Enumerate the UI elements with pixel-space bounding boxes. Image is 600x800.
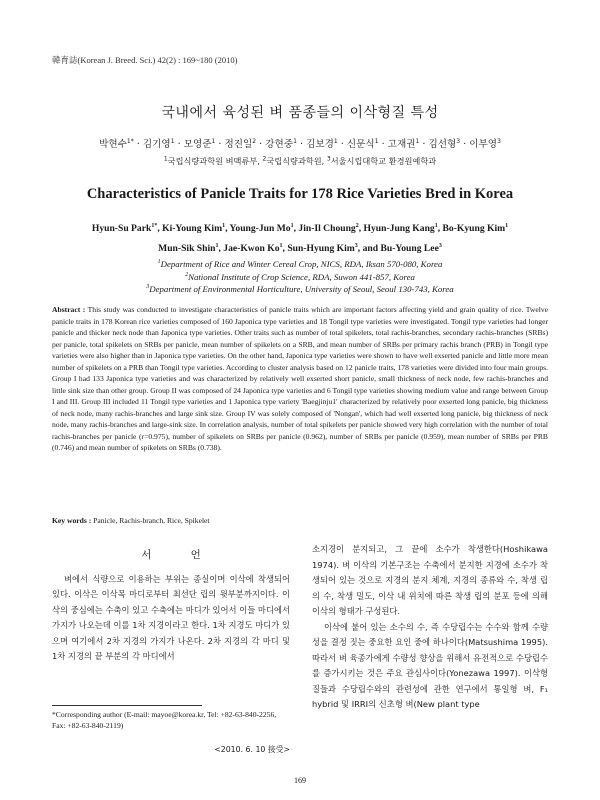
author-separator: · (337, 139, 347, 150)
author-affiliation-mark: 3 (497, 137, 501, 145)
author-affiliation-mark: 1 (170, 137, 175, 145)
corresponding-author-footnote: *Corresponding author (E-mail: mayoe@korea.kr, Tel: +82-63-840-2256, Fax: +82-63-840-2119) (52, 710, 277, 730)
author-affiliation-mark: 1 (505, 222, 509, 229)
author-affiliation-mark: 3 (438, 242, 442, 249)
affiliation-text: 서울시립대학교 환경원예학과 (330, 156, 437, 166)
right-column-paragraph-1: 소지경이 분지되고, 그 끝에 소수가 착생한다(Hoshikawa 1974). 벼 이삭의 기본구조는 수축에서 분지한 지경에 소수가 착생되어 있는 것으로 지경의 분지 체계, 지경의 종류와 수, 착생 립의 수, 착생 밀도, 이삭 내 위치에 따른 착생 립의 분포 등에 의해 이삭의 형태가 구성된다. (312, 544, 548, 616)
author-affiliation-mark: 1 (293, 137, 297, 145)
author-name: 이부영 (469, 139, 498, 150)
author-separator: , (437, 223, 443, 234)
author-name: Bu-Young Lee (380, 243, 439, 254)
author-affiliation-mark: 3 (354, 242, 358, 249)
author-name: Jin-Il Choung (298, 223, 356, 234)
english-affiliation-line (0, 283, 600, 296)
keywords-label: Key words : (52, 516, 92, 525)
author-separator: · (215, 139, 225, 150)
affiliation-mark: 2 (262, 155, 267, 163)
author-name: 강현중 (265, 139, 294, 150)
author-separator: , (358, 223, 364, 234)
korean-title: 국내에서 육성된 벼 품종들의 이삭형질 특성 (161, 105, 439, 121)
journal-header: 韓育誌(Korean J. Breed. Sci.) 42(2) : 169~180 (2010) (52, 55, 238, 65)
author-name: 김기영 (142, 139, 171, 150)
author-separator: , (293, 223, 299, 234)
author-name: Hyun-Su Park (91, 223, 152, 234)
author-name: 고재권 (387, 139, 416, 150)
english-affiliation-line (0, 271, 600, 284)
author-separator: , (218, 243, 224, 254)
author-separator: · (133, 139, 143, 150)
author-name: 모영준 (183, 139, 212, 150)
right-column (312, 542, 548, 713)
author-name: Young-Jun Mo (229, 223, 291, 234)
author-name: Mun-Sik Shin (158, 243, 216, 254)
author-separator: , and (357, 243, 381, 254)
author-affiliation-mark: 3 (456, 137, 461, 145)
korean-authors (0, 136, 600, 150)
author-name: Hyun-Jung Kang (363, 223, 435, 234)
author-separator: , (225, 223, 230, 234)
affiliation-mark: 3 (326, 155, 331, 163)
author-affiliation-mark: 2 (355, 222, 359, 229)
author-name: Ki-Young Kim (162, 223, 223, 234)
author-name: Bo-Kyung Kim (442, 223, 506, 234)
author-separator: · (378, 139, 388, 150)
affiliation-text: Department of Environmental Horticulture, University of Seoul, Seoul 130-743, Korea (149, 284, 454, 294)
author-affiliation-mark: 1 (333, 137, 338, 145)
affiliation-text: 국립식량과학원 벼맥류부, (167, 156, 263, 166)
korean-affiliations (0, 156, 600, 167)
author-affiliation-mark: 1 (215, 242, 219, 249)
affiliation-mark: 3 (146, 284, 150, 291)
affiliation-mark: 1 (163, 155, 168, 163)
author-name: 김선형 (428, 139, 457, 150)
author-affiliation-mark: 1 (374, 137, 379, 145)
affiliation-text: 국립식량과학원, (266, 156, 327, 166)
author-name: 박현수 (99, 139, 127, 150)
author-affiliation-mark: 1 (415, 137, 420, 145)
author-name: Jae-Kwon Ko (223, 243, 280, 254)
keywords-text: Panicle, Rachis-branch, Rice, Spikelet (93, 516, 210, 525)
author-affiliation-mark: 1 (434, 222, 438, 229)
keywords (52, 516, 548, 525)
author-separator: · (174, 139, 184, 150)
author-separator: · (460, 139, 470, 150)
english-authors-line-1 (60, 219, 540, 239)
section-heading: 서 언 (141, 549, 219, 561)
english-authors-line-2 (60, 239, 540, 259)
abstract-label: Abstract : (52, 305, 86, 314)
affiliation-mark: 1 (157, 259, 161, 266)
left-column (52, 548, 290, 665)
author-name: 김보경 (306, 139, 334, 150)
abstract-text: This study was conducted to investigate characteristics of panicle traits which are important factors affecting yield and grain quality of rice. Twelve panicle traits in 178 Korean rice varieties composed of 160 Japonica type varieties and 18 Tongil type varieties were investigated. Tongil type varieties had longer panicle and thicker neck node than Japonica type varieties. Other traits such as number of total spikelets, total rachis-branches, secondary rachis-branches (SRBs) per panicle, total spikelets on SRBs per panicle, mean number of spikelets on a SRB, and mean number of SRBs per primary rachis branch (PRB) in Tongil type varieties were also higher than in Japonica type varieties. On the other hand, Japonica type varieties were shown to have well exserted panicle and little more mean number of spikelets on a PRB than Tongil type varieties. According to cluster analysis based on 12 panicle traits, 178 varieties were divided into four main groups. Group I had 133 Japonica type varieties and was characterized by relatively well exserted short panicle, small thickness of neck node, few rachis-branches and little sink size than other group. Group II was composed of 24 Japonica type varieties and 6 Tongil type varieties showing medium value and range between Group I and III. Group III included 11 Tongil type varieties and 1 Japonica type variety 'Baegjinju1' characterized by relatively poor exserted long panicle, big thickness of neck node, many rachis-branches and large sink size. Group IV was solely composed of 'Nongan', which had well exserted long panicle, big thickness of neck node, many rachis-branches and large-sink size. In correlation analysis, number of total spikelets per panicle showed very high correlation with the number of total rachis-branches per panicle (r=0.975), number of spikelets on SRBs per panicle (0.962), number of SRBs per panicle (0.959), mean number of SRBs per PRB (0.746) and mean number of spikelets on SRBs (0.738). (52, 305, 548, 452)
author-name: 신문식 (346, 139, 375, 150)
author-separator: , (157, 223, 163, 234)
author-name: Sun-Hyung Kim (287, 243, 355, 254)
left-column-paragraph: 벼에서 식량으로 이용하는 부위는 종실이며 이삭에 착생되어 있다. 이삭은 이삭목 마디로부터 최선단 립의 윗부분까지이다. 이삭의 중심에는 수축이 있고 수축에는 마디가 있어서 이들 마디에서 가지가 나오는데 이를 1차 지경이라고 한다. 1차 지경도 마디가 있으며 여기에서 2차 지경의 가지가 나온다. 2차 지경의 각 마디 및 1차 지경의 끝 부분의 각 마디에서 (52, 573, 290, 661)
page-number: 169 (294, 776, 306, 785)
affiliation-text: Department of Rice and Winter Cereal Crop, NICS, RDA, Iksan 570-080, Korea (160, 259, 443, 269)
author-separator: · (419, 139, 429, 150)
author-affiliation-mark: 1* (126, 137, 134, 145)
affiliation-text: National Institute of Crop Science, RDA, Suwon 441-857, Korea (188, 271, 415, 282)
english-authors (60, 219, 540, 259)
author-affiliation-mark: 1 (279, 242, 283, 249)
author-affiliation-mark: 1 (211, 137, 216, 145)
english-title: Characteristics of Panicle Traits for 178 Rice Varieties Bred in Korea (86, 186, 514, 202)
author-affiliation-mark: 1 (222, 222, 226, 229)
english-affiliation-line (0, 258, 600, 271)
affiliation-mark: 2 (185, 271, 189, 278)
received-date: <2010. 6. 10 接受> (214, 745, 290, 754)
author-separator: · (296, 139, 307, 150)
author-affiliation-mark: 1* (151, 222, 158, 229)
right-column-paragraph-2: 이삭에 붙어 있는 소수의 수, 즉 수당립수는 수수와 함께 수량성을 결정 짓는 중요한 요인 중에 하나이다(Matsushima 1995). 따라서 벼 육종가에게 수량성 향상을 위해서 유전적으로 수당립수를 증가시키는 것은 주요 관심사이다(Yonezawa 1997). 이삭형질들과 수당립수와의 관련성에 관한 연구에서 통일형 벼, F₁ hybrid 및 IRRI의 신초형 벼(New plant type (312, 621, 548, 709)
author-affiliation-mark: 2 (252, 137, 257, 145)
author-separator: · (256, 139, 266, 150)
english-affiliations (0, 258, 600, 296)
author-name: 정진일 (224, 139, 253, 150)
author-affiliation-mark: 1 (290, 222, 294, 229)
abstract (52, 304, 548, 454)
author-separator: , (282, 243, 288, 254)
footnote-divider (52, 705, 202, 706)
